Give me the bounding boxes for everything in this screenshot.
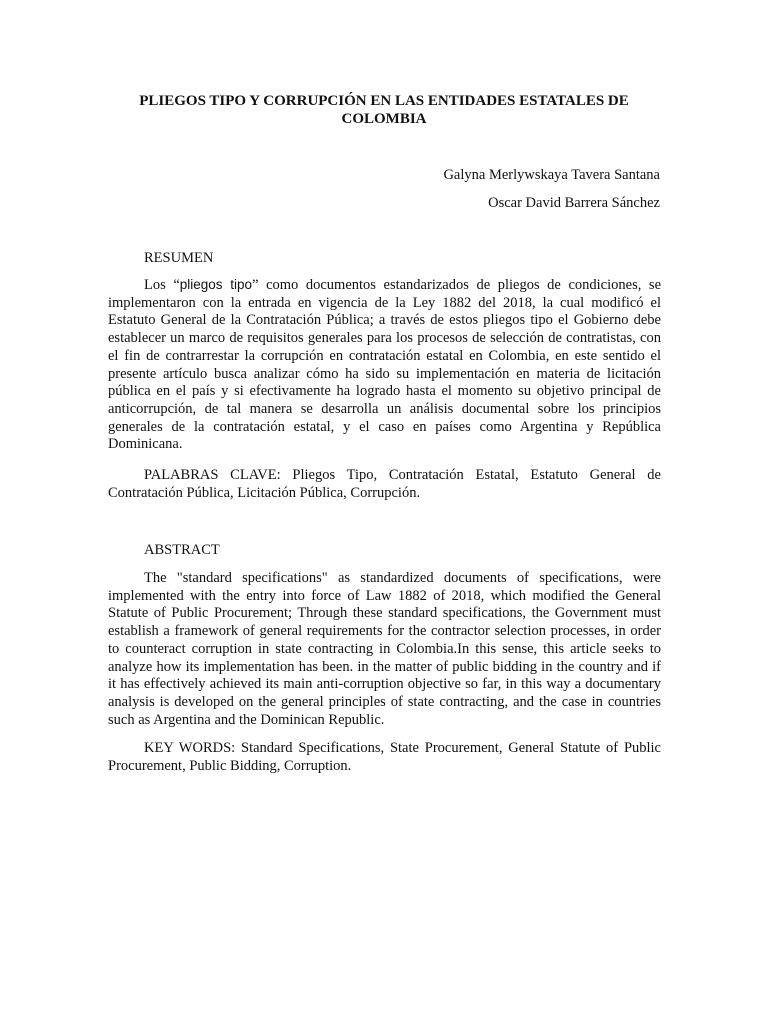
title-line-2: COLOMBIA xyxy=(341,111,427,127)
key-words-paragraph: KEY WORDS: Standard Specifications, State Procurement, General Statute of Public Procurement, Public Bidding, Corruption. xyxy=(108,740,661,774)
resumen-term: pliegos tipo xyxy=(179,277,253,292)
author-1: Galyna Merlywskaya Tavera Santana xyxy=(443,167,660,183)
resumen-text-start: Los “ xyxy=(144,277,180,293)
abstract-paragraph: The "standard specifications" as standardized documents of specifications, were implemented with the entry into force of Law 1882 of 2018, which modified the General Statute of Public Procurement; Through these standard specifications, the Government must establish a framework of general requirements for the contractor selection processes, in order to counteract corruption in state contracting in Colombia.In this sense, this article seeks to analyze how its implementation has been. in the matter of public bidding in the country and if it has effectively achieved its main anti-corruption objective so far, in this way a documentary analysis is developed on the general principles of state contracting, and the case in countries such as Argentina and the Dominican Republic. xyxy=(108,570,661,728)
title-line-1: PLIEGOS TIPO Y CORRUPCIÓN EN LAS ENTIDADES ESTATALES DE xyxy=(139,93,629,109)
document-title xyxy=(108,92,660,128)
resumen-text-rest: ” como documentos estandarizados de pliegos de condiciones, se implementaron con la entrada en vigencia de la Ley 1882 del 2018, la cual modificó el Estatuto General de la Contratación Pública; a través de estos pliegos tipo el Gobierno debe establecer un marco de requisitos generales para los procesos de selección de contratistas, con el fin de contrarrestar la corrupción en contratación estatal en Colombia, en este sentido el presente artículo busca analizar cómo ha sido su implementación en materia de licitación pública en el país y si efectivamente ha logrado hasta el momento su objetivo principal de anticorrupción, de tal manera se desarrolla un análisis documental sobre los principios generales de la contratación estatal, y el caso en países como Argentina y República Dominicana. xyxy=(108,277,661,453)
palabras-clave-paragraph: PALABRAS CLAVE: Pliegos Tipo, Contratación Estatal, Estatuto General de Contratación Pública, Licitación Pública, Corrupción. xyxy=(108,467,661,501)
author-2: Oscar David Barrera Sánchez xyxy=(488,195,660,211)
resumen-heading: RESUMEN xyxy=(144,250,214,266)
resumen-paragraph xyxy=(108,276,661,454)
abstract-heading: ABSTRACT xyxy=(144,542,220,558)
